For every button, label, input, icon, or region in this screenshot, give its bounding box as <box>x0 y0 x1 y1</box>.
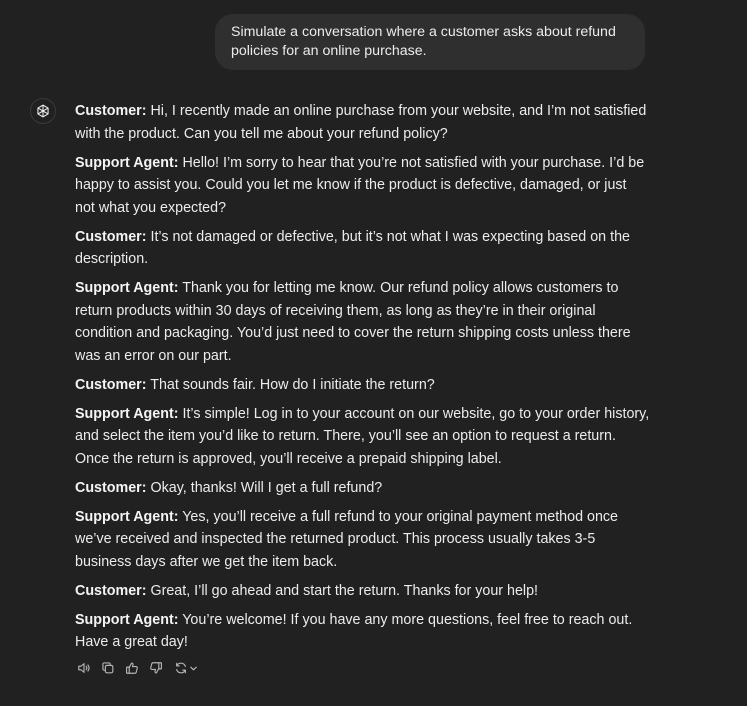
user-message-row <box>215 14 645 70</box>
thumbs-down-icon <box>149 661 163 675</box>
dialogue-line <box>75 609 650 654</box>
speaker-label: Support Agent: <box>75 611 179 628</box>
dialogue-text: You’re welcome! If you have any more questions, feel free to reach out. Have a great day! <box>75 611 633 650</box>
dialogue-text: Great, I’ll go ahead and start the return. Thanks for your help! <box>146 582 539 599</box>
dialogue-line <box>75 374 650 397</box>
read-aloud-icon <box>77 661 91 675</box>
speaker-label: Support Agent: <box>75 405 179 422</box>
dialogue-text: Yes, you’ll receive a full refund to your original payment method once we’ve received and inspected the returned product. This process usually takes 3-5 business days after we get the item back. <box>75 508 618 570</box>
dialogue-line <box>75 152 650 220</box>
speaker-label: Support Agent: <box>75 154 179 171</box>
speaker-label: Support Agent: <box>75 508 179 525</box>
thumbs-up-icon <box>125 661 139 675</box>
speaker-label: Customer: <box>75 582 147 599</box>
copy-icon <box>101 661 115 675</box>
dialogue-text: Thank you for letting me know. Our refund policy allows customers to return products within 30 days of receiving them, as long as they’re in their original condition and packaging. You’d just need to cover the return shipping costs unless there was an error on our part. <box>75 280 631 364</box>
dialogue-line <box>75 277 650 367</box>
dialogue-text: Hello! I’m sorry to hear that you’re not satisfied with your purchase. I’d be happy to assist you. Could you let me know if the product is defective, damaged, or just not what you expected? <box>75 154 645 216</box>
dialogue-text: It’s simple! Log in to your account on our website, go to your order history, and select the item you’d like to return. There, you’ll see an option to request a return. Once the return is approved, you’ll receive a prepaid shipping label. <box>75 405 650 467</box>
chevron-down-icon <box>189 664 198 673</box>
speaker-label: Customer: <box>75 376 147 393</box>
thumbs-down-button[interactable] <box>147 659 165 677</box>
assistant-avatar <box>30 98 56 124</box>
regenerate-button[interactable] <box>171 659 201 677</box>
read-aloud-button[interactable] <box>75 659 93 677</box>
assistant-message-content <box>75 100 650 660</box>
dialogue-line <box>75 506 650 574</box>
regenerate-icon <box>174 661 188 675</box>
dialogue-text: That sounds fair. How do I initiate the return? <box>146 376 435 393</box>
dialogue-text: Hi, I recently made an online purchase from your website, and I’m not satisfied with the product. Can you tell me about your refund policy? <box>75 103 647 142</box>
speaker-label: Customer: <box>75 103 147 119</box>
copy-button[interactable] <box>99 659 117 677</box>
speaker-label: Support Agent: <box>75 280 179 296</box>
thumbs-up-button[interactable] <box>123 659 141 677</box>
message-actions-bar <box>75 659 201 677</box>
dialogue-line <box>75 477 650 500</box>
dialogue-text: It’s not damaged or defective, but it’s not what I was expecting based on the description. <box>75 228 630 267</box>
dialogue-text: Okay, thanks! Will I get a full refund? <box>146 479 383 496</box>
speaker-label: Customer: <box>75 479 147 496</box>
user-message-bubble: Simulate a conversation where a customer asks about refund policies for an online purchase. <box>215 14 645 70</box>
dialogue-line <box>75 100 650 145</box>
dialogue-line <box>75 226 650 271</box>
openai-logo-icon <box>35 103 51 119</box>
dialogue-line <box>75 580 650 603</box>
dialogue-line <box>75 403 650 471</box>
speaker-label: Customer: <box>75 228 147 245</box>
